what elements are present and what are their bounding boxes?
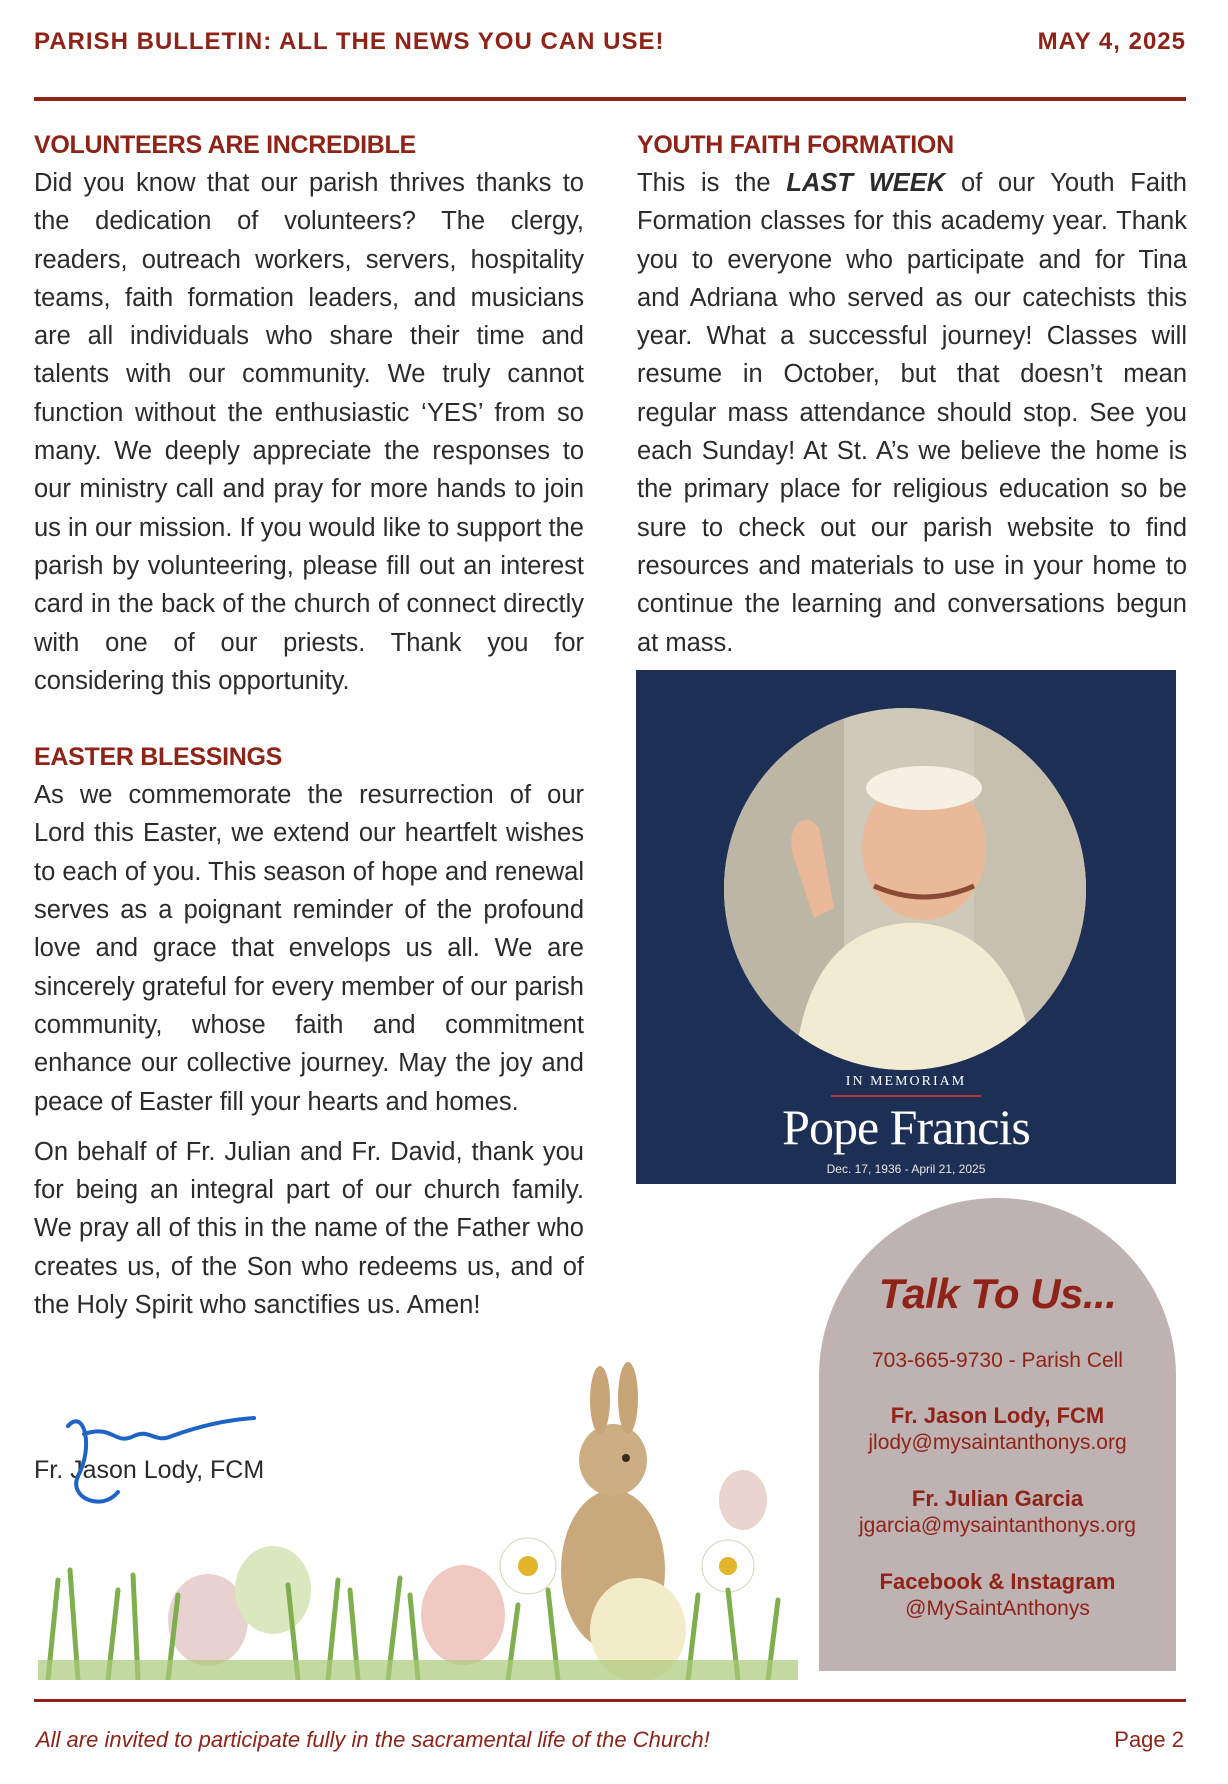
- contact-email[interactable]: jlody@mysaintanthonys.org: [868, 1431, 1127, 1454]
- easter-bunny-eggs-illustration: [38, 1340, 798, 1680]
- contact-phone[interactable]: 703-665-9730 - Parish Cell: [872, 1349, 1123, 1372]
- contact-entry: [819, 1402, 1176, 1456]
- signature-name: Fr. Jason Lody, FCM: [34, 1456, 265, 1484]
- left-column: [34, 128, 584, 1324]
- social-handle[interactable]: @MySaintAnthonys: [905, 1597, 1090, 1620]
- right-column: [637, 128, 1187, 662]
- page-number: Page 2: [1114, 1727, 1184, 1752]
- contact-name: Fr. Jason Lody, FCM: [890, 1403, 1105, 1428]
- contact-entry: [819, 1568, 1176, 1622]
- contact-name: Facebook & Instagram: [879, 1569, 1116, 1594]
- memorial-kicker: IN MEMORIAM: [845, 1074, 967, 1089]
- page-header: [34, 28, 1186, 56]
- youth-body: This is the LAST WEEK of our Youth Faith Formation classes for this academy year. Thank you to everyone who participate and for Tina and Adriana who served as our catechists this year. What a successful journey! Classes will resume in October, but that doesn’t mean regular mass attendance should stop. See you each Sunday! At St. A’s we believe the home is the primary place for religious education so be sure to check out our parish website to find resources and materials to use in your home to continue the learning and conversations begun at mass.: [637, 169, 1187, 657]
- youth-heading: YOUTH FAITH FORMATION: [637, 131, 954, 159]
- youth-emphasis: LAST WEEK: [786, 169, 946, 197]
- contact-panel: [819, 1198, 1176, 1671]
- memorial-dates: Dec. 17, 1936 - April 21, 2025: [826, 1162, 986, 1176]
- contact-name: Fr. Julian Garcia: [911, 1486, 1084, 1511]
- volunteers-body: Did you know that our parish thrives thanks to the dedication of volunteers? The clergy, readers, outreach workers, servers, hospitality teams, faith formation leaders, and musicians are all individuals who share their time and talents with our community. We truly cannot function without the enthusiastic ‘YES’ from so many. We deeply appreciate the responses to our ministry call and pray for more hands to join us in our mission. If you would like to support the parish by volunteering, please fill out an interest card in the back of the church of connect directly with one of our priests. Thank you for considering this opportunity.: [34, 169, 584, 695]
- memorial-graphic: [636, 670, 1176, 1184]
- pope-portrait-image: [724, 708, 1086, 1070]
- contact-entry: [819, 1485, 1176, 1539]
- header-divider: [34, 97, 1186, 101]
- memorial-kicker-underline: [831, 1095, 981, 1097]
- footer-tagline: All are invited to participate fully in the sacramental life of the Church!: [36, 1727, 710, 1752]
- contact-email[interactable]: jgarcia@mysaintanthonys.org: [859, 1514, 1136, 1537]
- easter-heading: EASTER BLESSINGS: [34, 743, 283, 772]
- easter-body-2: On behalf of Fr. Julian and Fr. David, thank you for being an integral part of our church family. We pray all of this in the name of the Father who creates us, of the Son who redeems us, and of the Holy Spirit who sanctifies us. Amen!: [34, 1137, 584, 1320]
- footer-divider: [34, 1699, 1186, 1702]
- volunteers-heading: VOLUNTEERS ARE INCREDIBLE: [34, 131, 416, 159]
- easter-body-1: As we commemorate the resurrection of our Lord this Easter, we extend our heartfelt wishes to each of you. This season of hope and renewal serves as a poignant reminder of the profound love and grace that envelops us all. We are sincerely grateful for every member of our parish community, whose faith and commitment enhance our collective journey. May the joy and peace of Easter fill your hearts and homes.: [34, 781, 584, 1116]
- bulletin-date: MAY 4, 2025: [1037, 28, 1186, 55]
- contact-title: Talk To Us...: [878, 1270, 1117, 1317]
- memorial-name: Pope Francis: [782, 1099, 1030, 1155]
- bulletin-title: PARISH BULLETIN: ALL THE NEWS YOU CAN USE!: [34, 28, 665, 55]
